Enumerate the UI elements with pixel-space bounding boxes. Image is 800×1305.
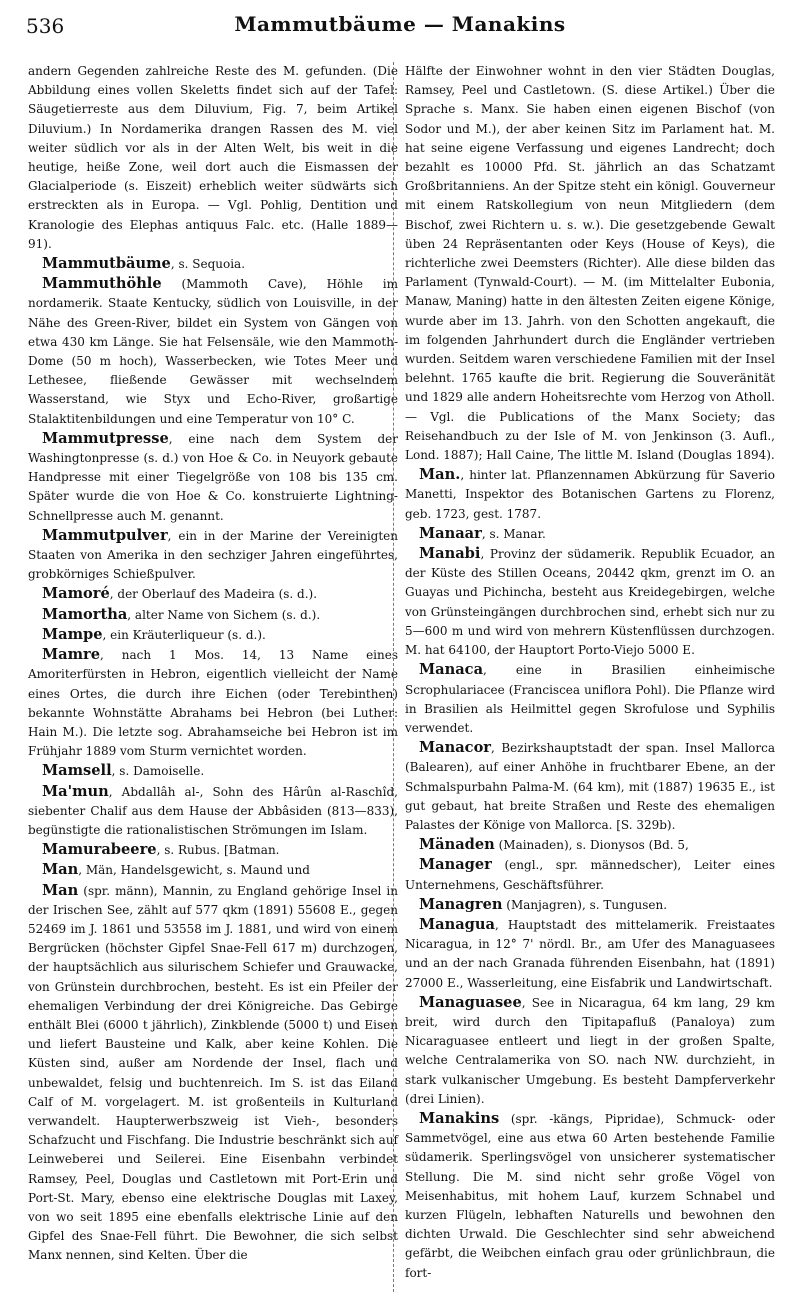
entry-text: , Provinz der südamerik. Republik Ecuador, an der Küste des Stillen Oceans, 20442 qkm, grenzt im O. an Guayas und Pichincha, besteht aus Kreidegebirgen, welche von Grünsteingängen durchbrochen sind, erhebt sich nur zu 5—600 m und wird von mehrern Küstenflüssen durchzogen. M. hat 64100, der Hauptort Porto-Viejo 5000 E.	[405, 547, 775, 658]
dictionary-entry	[28, 782, 398, 841]
entry-headword: Mamoré	[42, 585, 110, 603]
entry-text: (Manjagren), s. Tungusen.	[502, 897, 668, 912]
entry-headword: Mamurabeere	[42, 841, 157, 859]
entry-text: , ein in der Marine der Vereinigten Staaten von Amerika in den sechziger Jahren eingeführtes, grobkörniges Schießpulver.	[28, 528, 398, 582]
entry-headword: Mänaden	[419, 836, 495, 854]
entry-text: , s. Sequoia.	[170, 257, 246, 272]
dictionary-entry	[28, 840, 398, 860]
entry-headword: Managuasee	[419, 993, 522, 1011]
dictionary-entry	[28, 254, 398, 274]
entry-text: , s. Rubus. [Batman.	[156, 843, 280, 858]
dictionary-entry	[28, 584, 398, 604]
entry-headword: Man	[42, 881, 79, 899]
entry-headword: Mampe	[42, 625, 103, 643]
entry-headword: Manaca	[419, 661, 484, 679]
entry-headword: Managua	[419, 915, 495, 933]
entry-text: , ein Kräuterliqueur (s. d.).	[102, 627, 266, 642]
entry-headword: Mammutpresse	[42, 429, 169, 447]
entry-headword: Manabi	[419, 545, 481, 563]
dictionary-entry	[28, 860, 398, 880]
column-divider	[393, 62, 394, 1292]
entry-text: Hälfte der Einwohner wohnt in den vier Städten Douglas, Ramsey, Peel und Castletown. (S. diese Artikel.) Über die Sprache s. Manx. Sie haben einen eigenen Bischof (von Sodor und M.), der aber keinen Sitz im Parlament hat. M. hat seine eigene Verfassung und eigenes Landrecht; doch bezahlt es 10000 Pfd. St. jährlich an das Schatzamt Großbritanniens. An der Spitze steht ein königl. Gouverneur mit einem Ratskollegium von neun Mitgliedern (dem Bischof, zwei Richtern u. s. w.). Die gesetzgebende Gewalt üben 24 Repräsentanten oder Keys (House of Keys), die richterliche zwei Deemsters (Richter). Alle diese bilden das Parlament (Tynwald-Court). — M. (im Mittelalter Eubonia, Manaw, Maning) hatte in den ältesten Zeiten eigene Könige, wurde aber im 13. Jahrh. von den Schotten angekauft, die im folgenden Jahrhundert durch die Engländer vertrieben wurden. Seitdem waren verschiedene Familien mit der Insel belehnt. 1765 kaufte die brit. Regierung die Souveränität und 1829 alle andern Hoheitsrechte vom Herzog von Atholl. — Vgl. die Publications of the Manx Society; das Reisehandbuch zu der Isle of M. von Jenkinson (3. Aufl., Lond. 1887); Hall Caine, The little M. Island (Douglas 1894).	[405, 64, 775, 463]
entry-text: , alter Name von Sichem (s. d.).	[127, 607, 321, 622]
dictionary-entry	[405, 524, 775, 544]
dictionary-entry	[28, 526, 398, 585]
dictionary-entry	[28, 605, 398, 625]
entry-headword: Mamsell	[42, 762, 112, 780]
entry-text: (spr. -kängs, Pipridae), Schmuck- oder Sammetvögel, eine aus etwa 60 Arten bestehende Familie südamerik. Sperlingsvögel von unsicherer systematischer Stellung. Die M. sind nicht sehr große Vögel von Meisenhabitus, mit hohem Lauf, kurzem Schnabel und kurzen Flügeln, lebhaften Naturells und bewohnen den dichten Urwald. Die Geschlechter sind sehr abweichend gefärbt, die Weibchen einfach grau oder grünlichbraun, die fort-	[405, 1111, 775, 1280]
running-head: Mammutbäume — Manakins	[234, 12, 566, 36]
entry-text: andern Gegenden zahlreiche Reste des M. gefunden. (Die Abbildung eines vollen Skeletts findet sich auf der Tafel: Säugetierreste aus dem Diluvium, Fig. 7, beim Artikel Diluvium.) In Nordamerika drangen Rassen des M. viel weiter südlich vor als in der Alten Welt, bis weit in die heutige, heiße Zone, weil dort auch die Eismassen der Glacialperiode (s. Eiszeit) erheblich weiter südwärts sich erstreckten als in Europa. — Vgl. Pohlig, Dentition und Kranologie des Elephas antiquus Falc. etc. (Halle 1889—91).	[28, 64, 398, 251]
page-header	[26, 8, 774, 44]
entry-headword: Ma'mun	[42, 782, 109, 800]
entry-text: (Mainaden), s. Dionysos (Bd. 5,	[494, 838, 689, 853]
entry-headword: Mammutpulver	[42, 526, 168, 544]
entry-headword: Man.	[419, 466, 461, 484]
dictionary-entry	[405, 895, 775, 915]
entry-text: (spr. männ), Mannin, zu England gehörige Insel in der Irischen See, zählt auf 577 qkm (1891) 55608 E., gegen 52469 im J. 1861 und 53558 im J. 1881, und wird von einem Bergrücken (höchster Gipfel Snae-Fell 617 m) durchzogen, der hauptsächlich aus silurischem Schiefer und Grauwacke, von Grünstein durchbrochen, besteht. Es ist ein Pfeiler der ehemaligen Verbindung der drei Königreiche. Das Gebirge enthält Blei (6000 t jährlich), Zinkblende (5000 t) und Eisen und liefert Bausteine und Kalk, aber keine Kohlen. Die Küsten sind, außer am Nordende der Insel, flach und unbewaldet, felsig und buchtenreich. Im S. ist das Eiland Calf of M. vorgelagert. M. ist großenteils in Kulturland verwandelt. Haupterwerbszweig ist Vieh-, besonders Schafzucht und Fischfang. Die Industrie beschränkt sich auf Leinweberei und Seilerei. Eine Eisenbahn verbindet Ramsey, Peel, Douglas und Castletown mit Port-Erin und Port-St. Mary, ebenso eine elektrische Douglas mit Laxey, von wo seit 1895 eine ebenfalls elektrische Linie auf den Gipfel des Snae-Fell führt. Die Bewohner, die sich selbst Manx nennen, sind Kelten. Über die	[28, 883, 398, 1263]
entry-text: , nach 1 Mos. 14, 13 Name eines Amoriterfürsten in Hebron, eigentlich vielleicht der Name eines Ortes, die durch ihre Eichen (oder Terebinthen) bekannte Wohnstätte Abrahams bei Hebron (bei Luther: Hain M.). Die letzte sog. Abrahamseiche bei Hebron ist im Frühjahr 1889 vom Sturm vernichtet worden.	[28, 648, 398, 759]
entry-text: , s. Manar.	[481, 526, 546, 541]
entry-headword: Manacor	[419, 739, 491, 757]
entry-text: , hinter lat. Pflanzennamen Abkürzung für Saverio Manetti, Inspektor des Botanischen Gartens zu Florenz, geb. 1723, gest. 1787.	[405, 468, 775, 521]
dictionary-entry	[28, 761, 398, 781]
entry-text: (engl., spr. männedscher), Leiter eines Unternehmens, Geschäftsführer.	[405, 858, 775, 892]
page-number: 536	[26, 14, 65, 38]
entry-text: , s. Damoiselle.	[111, 764, 205, 779]
dictionary-entry	[405, 62, 775, 465]
dictionary-entry	[405, 993, 775, 1109]
entry-headword: Manakins	[419, 1109, 500, 1127]
dictionary-entry	[405, 835, 775, 855]
dictionary-entry	[405, 1109, 775, 1283]
entry-text: , See in Nicaragua, 64 km lang, 29 km breit, wird durch den Tipitapafluß (Panaloya) zum Nicaraguasee entleert und liegt in der großen Spalte, welche Centralamerika von SO. nach NW. durchzieht, in stark vulkanischer Umgebung. Es besteht Dampferverkehr (drei Linien).	[405, 995, 775, 1106]
right-column	[405, 62, 775, 1283]
dictionary-entry	[405, 465, 775, 524]
entry-headword: Mamortha	[42, 605, 128, 623]
entry-text: , Hauptstadt des mittelamerik. Freistaates Nicaragua, in 12° 7' nördl. Br., am Ufer des Managuasees und an der nach Granada führenden Eisenbahn, hat (1891) 27000 E., Wasserleitung, eine Eisfabrik und Landwirtschaft.	[405, 917, 775, 990]
dictionary-entry	[28, 429, 398, 526]
dictionary-entry	[405, 544, 775, 660]
entry-headword: Manager	[419, 856, 492, 874]
entry-headword: Mammuthöhle	[42, 275, 162, 293]
entry-headword: Managren	[419, 895, 503, 913]
entry-text: , der Oberlauf des Madeira (s. d.).	[109, 587, 318, 602]
entry-text: (Mammoth Cave), Höhle im nordamerik. Staate Kentucky, südlich von Louisville, in der Nähe des Green-River, bildet ein System von Gängen von etwa 430 km Länge. Sie hat Felsensäle, wie den Mammoth-Dome (50 m hoch), Wasserbecken, wie Totes Meer und Lethesee, fließende Gewässer mit wechselndem Wasserstand, wie Styx und Echo-River, großartige Stalaktitenbildungen und eine Temperatur von 10° C.	[28, 277, 398, 426]
entry-headword: Manaar	[419, 524, 482, 542]
entry-headword: Mammutbäume	[42, 255, 171, 273]
left-column	[28, 62, 398, 1266]
dictionary-entry	[28, 625, 398, 645]
dictionary-entry	[28, 645, 398, 761]
dictionary-entry	[405, 738, 775, 835]
dictionary-entry	[28, 274, 398, 429]
entry-text: , eine nach dem System der Washingtonpresse (s. d.) von Hoe & Co. in Neuyork gebaute Handpresse mit einer Tiegelgröße von 108 bis 135 cm. Später wurde die von Hoe & Co. konstruierte Lightning-Schnellpresse auch M. genannt.	[28, 431, 398, 523]
entry-headword: Mamre	[42, 646, 101, 664]
dictionary-entry	[405, 855, 775, 894]
dictionary-entry	[28, 62, 398, 254]
entry-headword: Man	[42, 861, 79, 879]
entry-text: , Bezirkshauptstadt der span. Insel Mallorca (Balearen), auf einer Anhöhe in fruchtbarer Ebene, an der Schmalspurbahn Palma-M. (64 km), mit (1887) 19635 E., ist gut gebaut, hat breite Straßen und Reste des ehemaligen Palastes der Könige von Mallorca. [S. 329b).	[405, 741, 775, 832]
entry-text: , Abdallâh al-, Sohn des Hârûn al-Raschîd, siebenter Chalif aus dem Hause der Abbâsiden (813—833), begünstigte die rationalistischen Strömungen im Islam.	[28, 784, 398, 837]
dictionary-entry	[405, 915, 775, 993]
dictionary-entry	[28, 881, 398, 1266]
entry-text: , Män, Handelsgewicht, s. Maund und	[78, 863, 310, 878]
entry-text: , eine in Brasilien einheimische Scrophulariacee (Franciscea uniflora Pohl). Die Pflanze wird in Brasilien als Heilmittel gegen Skrofulose und Syphilis verwendet.	[405, 663, 775, 735]
dictionary-entry	[405, 660, 775, 738]
